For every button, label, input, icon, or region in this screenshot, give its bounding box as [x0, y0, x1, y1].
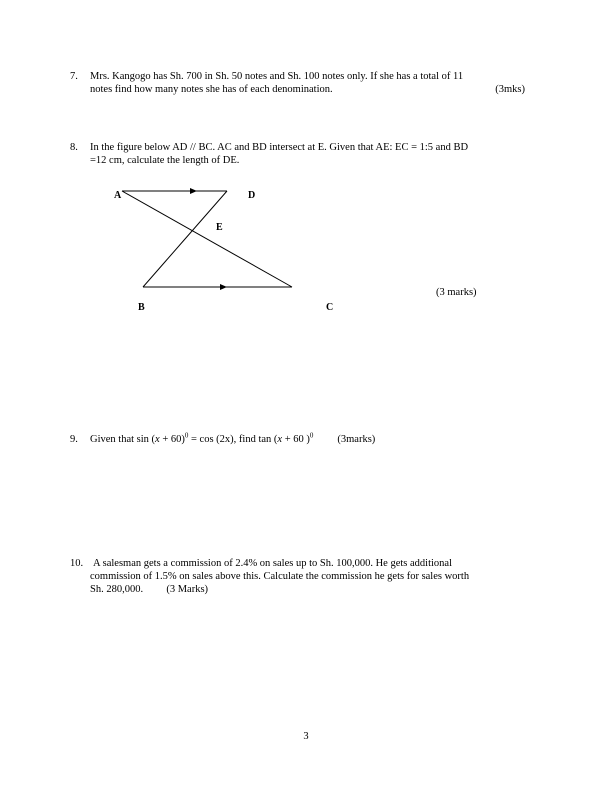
question-10-line-2 [70, 570, 540, 583]
question-10-text-3: Sh. 280,000. [90, 584, 144, 595]
arrow-bc-icon [220, 284, 227, 290]
question-9-line-1 [70, 433, 540, 446]
q9-text-plus60: + 60) [159, 434, 185, 445]
question-10-line-1 [70, 557, 540, 570]
arrow-ad-icon [190, 188, 197, 194]
question-10-text-2: commission of 1.5% on sales above this. Calculate the commission he gets for sales worth [90, 571, 470, 582]
question-7-marks: (3mks) [495, 84, 525, 95]
q9-text-mid: = cos (2x), find tan ( [188, 434, 278, 445]
question-9 [70, 433, 540, 446]
point-d-label: D [248, 190, 256, 201]
question-10-line-3 [70, 583, 540, 596]
point-e-label: E [216, 222, 223, 233]
question-7-number: 7. [70, 71, 78, 82]
question-10 [70, 557, 540, 596]
question-9-text [90, 433, 375, 446]
line-ac [122, 191, 292, 287]
q9-var-x-1: x [155, 434, 160, 445]
question-9-marks: (3marks) [337, 434, 376, 445]
point-c-label: C [326, 302, 334, 313]
question-7-text-2: notes find how many notes she has of each denomination. [90, 84, 333, 95]
q9-degree-1: 0 [184, 431, 189, 440]
q9-text-plus60b: + 60 ) [282, 434, 310, 445]
question-8-marks: (3 marks) [436, 287, 477, 298]
line-bd [143, 191, 227, 287]
point-a-label: A [114, 190, 122, 201]
question-10-text-1: A salesman gets a commission of 2.4% on sales up to Sh. 100,000. He gets additional [93, 558, 452, 569]
page-number: 3 [303, 731, 309, 742]
point-b-label: B [138, 302, 145, 313]
question-10-marks: (3 Marks) [166, 584, 209, 595]
question-9-number: 9. [70, 434, 78, 445]
q9-var-x-2: x [277, 434, 283, 445]
question-7-text-1: Mrs. Kangogo has Sh. 700 in Sh. 50 notes and Sh. 100 notes only. If she has a total of 11 [90, 71, 464, 82]
q9-text-given: Given that sin ( [90, 434, 156, 445]
question-8-text-2: =12 cm, calculate the length of DE. [90, 155, 240, 166]
q9-degree-2: 0 [309, 431, 314, 440]
question-10-number: 10. [70, 558, 84, 569]
question-8-number: 8. [70, 142, 78, 153]
question-8-text-1: In the figure below AD // BC. AC and BD intersect at E. Given that AE: EC = 1:5 and BD [90, 142, 469, 153]
